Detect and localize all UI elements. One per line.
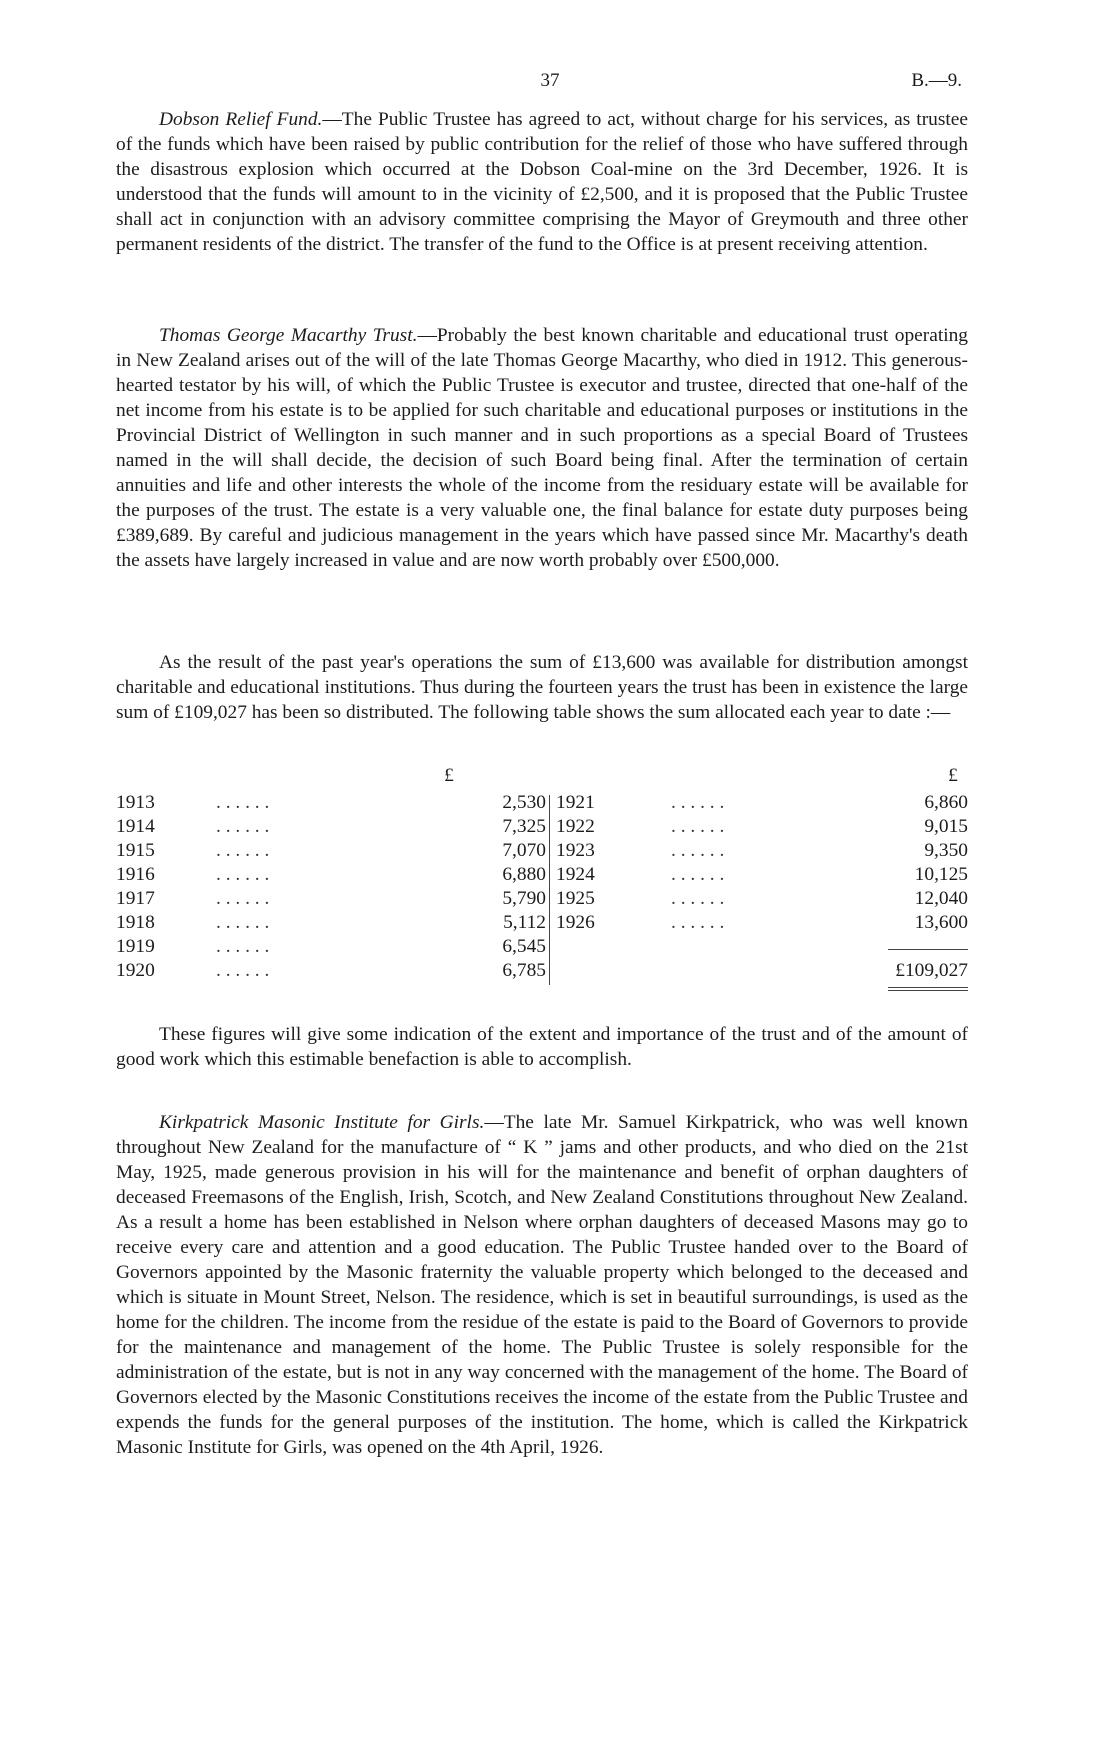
year-cell: 1913 [116, 792, 155, 813]
amount-cell: 6,545 [502, 936, 546, 957]
figures-text: These figures will give some indication of the extent and importance of the trust and of the amount of good work which this estimable benefaction is able to accomplish. [116, 1024, 968, 1070]
leader-dots: . . . . . . [216, 960, 270, 981]
macarthy-paragraph [116, 323, 968, 573]
year-cell: 1916 [116, 864, 155, 885]
year-cell: 1918 [116, 912, 155, 933]
leader-dots: . . . . . . [216, 816, 270, 837]
kirkpatrick-text: —The late Mr. Samuel Kirkpatrick, who was well known throughout New Zealand for the manufacture of “ K ” jams and other products, and who died on the 21st May, 1925, made generous provision in his will for the maintenance and benefit of orphan daughters of deceased Freemasons of the English, Irish, Scotch, and New Zealand Constitutions throughout New Zealand. As a result a home has been established in Nelson where orphan daughters of deceased Masons may go to receive every care and attention and a good education. The Public Trustee handed over to the Board of Governors appointed by the Masonic fraternity the valuable property which belonged to the deceased and which is situate in Mount Street, Nelson. The residence, which is set in beautiful surroundings, is used as the home for the children. The income from the residue of the estate is paid to the Board of Governors to provide for the maintenance and management of the home. The Public Trustee is solely responsible for the administration of the estate, but is not in any way concerned with the management of the home. The Board of Governors elected by the Masonic Constitutions receives the income of the estate from the Public Trustee and expends the funds for the general purposes of the institution. The home, which is called the Kirkpatrick Masonic Institute for Girls, was opened on the 4th April, 1926. [116, 1112, 968, 1458]
year-cell: 1915 [116, 840, 155, 861]
page-header [0, 70, 1114, 96]
dobson-paragraph [116, 107, 968, 257]
amount-cell: 5,790 [502, 888, 546, 909]
table-row [116, 839, 546, 863]
amount-cell: 9,350 [924, 840, 968, 861]
leader-dots: . . . . . . [216, 792, 270, 813]
right-table-column [556, 791, 968, 991]
table-row [116, 935, 546, 959]
year-cell: 1924 [556, 864, 595, 885]
amount-cell: 6,785 [502, 960, 546, 981]
amount-cell: 2,530 [502, 792, 546, 813]
left-unit-header: £ [444, 765, 454, 786]
year-cell: 1917 [116, 888, 155, 909]
subtotal-rule [888, 949, 968, 950]
leader-dots: . . . . . . [216, 912, 270, 933]
kirkpatrick-paragraph [116, 1110, 968, 1460]
amount-cell: 6,860 [924, 792, 968, 813]
table-row [556, 887, 968, 911]
figures-paragraph [116, 1022, 968, 1072]
result-text: As the result of the past year's operations the sum of £13,600 was available for distribution amongst charitable and educational institutions. Thus during the fourteen years the trust has been in existence the large sum of £109,027 has been so distributed. The following table shows the sum allocated each year to date :— [116, 652, 968, 723]
document-reference: B.—9. [911, 70, 962, 91]
total-rule-1 [888, 987, 968, 988]
table-row [556, 863, 968, 887]
leader-dots: . . . . . . [671, 888, 725, 909]
leader-dots: . . . . . . [671, 864, 725, 885]
dobson-text: —The Public Trustee has agreed to act, without charge for his services, as trustee of the funds which have been raised by public contribution for the relief of those who have suffered through the disastrous explosion which occurred at the Dobson Coal-mine on the 3rd December, 1926. It is understood that the funds will amount to in the vicinity of £2,500, and it is proposed that the Public Trustee shall act in conjunction with an advisory committee comprising the Mayor of Greymouth and three other permanent residents of the district. The transfer of the fund to the Office is at present receiving attention. [116, 109, 968, 255]
amount-cell: 10,125 [914, 864, 968, 885]
table-row [116, 791, 546, 815]
allocation-table [116, 765, 968, 997]
year-cell: 1919 [116, 936, 155, 957]
table-row [556, 815, 968, 839]
leader-dots: . . . . . . [216, 888, 270, 909]
table-row [116, 887, 546, 911]
leader-dots: . . . . . . [671, 912, 725, 933]
amount-cell: 9,015 [924, 816, 968, 837]
table-row [116, 863, 546, 887]
total-amount: £109,027 [895, 960, 968, 981]
page-number: 37 [540, 70, 560, 91]
total-rule-2 [888, 990, 968, 991]
leader-dots: . . . . . . [216, 864, 270, 885]
year-cell: 1922 [556, 816, 595, 837]
year-cell: 1914 [116, 816, 155, 837]
leader-dots: . . . . . . [671, 816, 725, 837]
table-row [556, 839, 968, 863]
macarthy-heading: Thomas George Macarthy Trust. [159, 325, 418, 346]
leader-dots: . . . . . . [216, 840, 270, 861]
year-cell: 1926 [556, 912, 595, 933]
amount-cell: 13,600 [914, 912, 968, 933]
leader-dots: . . . . . . [671, 792, 725, 813]
result-paragraph [116, 650, 968, 725]
macarthy-text: —Probably the best known charitable and educational trust operating in New Zealand arises out of the will of the late Thomas George Macarthy, who died in 1912. This generous-hearted testator by his will, of which the Public Trustee is executor and trustee, directed that one-half of the net income from his estate is to be applied for such charitable and educational purposes or institutions in the Provincial District of Wellington in such manner and in such proportions as a special Board of Trustees named in the will shall decide, the decision of such Board being final. After the termination of certain annuities and life and other interests the whole of the income from the residuary estate will be available for the purposes of the trust. The estate is a very valuable one, the final balance for estate duty purposes being £389,689. By careful and judicious management in the years which have passed since Mr. Macarthy's death the assets have largely increased in value and are now worth probably over £500,000. [116, 325, 968, 571]
table-row [116, 815, 546, 839]
total-row [556, 959, 968, 983]
amount-cell: 7,070 [502, 840, 546, 861]
left-table-column [116, 791, 546, 991]
year-cell: 1925 [556, 888, 595, 909]
year-cell: 1920 [116, 960, 155, 981]
leader-dots: . . . . . . [671, 840, 725, 861]
table-row [116, 911, 546, 935]
dobson-heading: Dobson Relief Fund. [159, 109, 323, 130]
amount-cell: 6,880 [502, 864, 546, 885]
year-cell: 1923 [556, 840, 595, 861]
kirkpatrick-heading: Kirkpatrick Masonic Institute for Girls. [159, 1112, 485, 1133]
amount-cell: 12,040 [914, 888, 968, 909]
year-cell: 1921 [556, 792, 595, 813]
column-divider [549, 795, 550, 985]
table-row [556, 911, 968, 935]
right-unit-header: £ [948, 765, 958, 786]
amount-cell: 5,112 [503, 912, 546, 933]
table-row [116, 959, 546, 983]
amount-cell: 7,325 [502, 816, 546, 837]
table-row [556, 791, 968, 815]
leader-dots: . . . . . . [216, 936, 270, 957]
